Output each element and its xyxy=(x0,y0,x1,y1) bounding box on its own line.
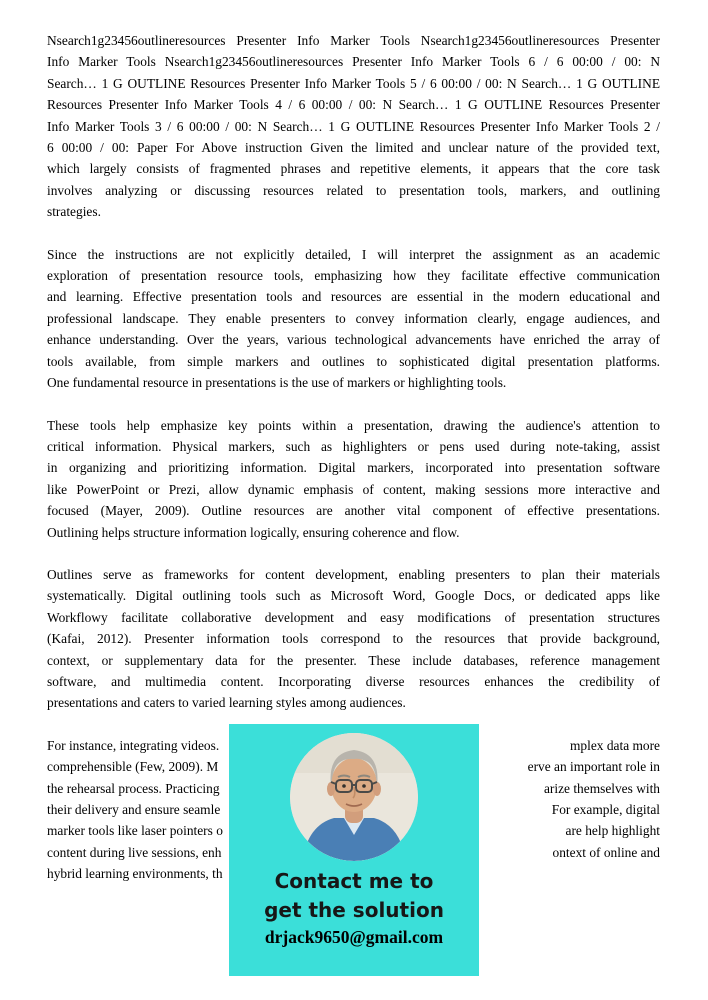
text-line: systematically. Digital outlining tools such as Microsoft Word, Google Docs, or dedicated apps like xyxy=(47,588,660,604)
contact-heading-line2: get the solution xyxy=(264,898,444,922)
text-line: Outlines serve as frameworks for content development, enabling presenters to plan their materials xyxy=(47,566,660,582)
text-fragment-right: erve an important role in xyxy=(527,759,660,775)
text-line: like PowerPoint or Prezi, allow dynamic emphasis of content, making sessions more interactive and xyxy=(47,481,660,497)
text-line: (Kafai, 2012). Presenter information tools correspond to the resources that provide background, xyxy=(47,631,660,647)
paragraph-3 xyxy=(47,415,660,543)
text-line: tools available, from simple markers and outlines to sophisticated digital presentation platforms. xyxy=(47,353,660,369)
text-fragment-left: their delivery and ensure seamle xyxy=(47,802,221,817)
text-fragment-right: For example, digital xyxy=(551,802,660,817)
text-line: These tools help emphasize key points within a presentation, drawing the audience's attention to xyxy=(47,417,660,433)
text-line: Outlining helps structure information logically, ensuring coherence and flow. xyxy=(47,524,460,540)
text-fragment-right: mplex data more xyxy=(570,737,660,753)
text-fragment-left: content during live sessions, enh xyxy=(47,844,222,860)
text-line: Search… 1 G OUTLINE Resources Presenter Info Marker Tools 5 / 6 00:00 / 00: N Search… 1 G OUTLINE xyxy=(47,75,660,91)
text-line: exploration of presentation resource tools, emphasizing how they facilitate effective communication xyxy=(47,268,660,284)
text-line: software, and multimedia content. Incorporating diverse resources enhances the credibility of xyxy=(47,673,660,689)
text-fragment-left: marker tools like laser pointers o xyxy=(47,823,223,839)
text-line: enhance understanding. Over the years, various technological advancements have enriched the array of xyxy=(47,332,660,348)
text-line: context, or supplementary data for the presenter. These include databases, reference management xyxy=(47,652,660,668)
contact-heading-line1: Contact me to xyxy=(274,869,434,893)
text-line: Resources Presenter Info Marker Tools 4 / 6 00:00 / 00: N Search… 1 G OUTLINE Resources Presenter xyxy=(47,97,660,113)
avatar xyxy=(290,733,418,861)
paragraph-1 xyxy=(47,30,660,223)
text-line: 6 00:00 / 00: Paper For Above instruction Given the limited and unclear nature of the provided text, xyxy=(47,140,660,156)
text-line: presentations and caters to varied learning styles among audiences. xyxy=(47,695,406,711)
text-line: Workflowy facilitate collaborative development and easy modifications of presentation structures xyxy=(47,609,660,625)
text-fragment-left: the rehearsal process. Practicing xyxy=(47,780,220,796)
text-fragment-left: For instance, integrating videos. xyxy=(47,737,220,753)
contact-heading xyxy=(229,867,479,925)
text-line: professional landscape. They enable presenters to convey information clearly, engage audiences, and xyxy=(47,310,660,326)
contact-card[interactable] xyxy=(229,724,479,976)
text-line: Nsearch1g23456outlineresources Presenter Info Marker Tools Nsearch1g23456outlineresources Presenter xyxy=(47,33,660,48)
text-line: Since the instructions are not explicitly detailed, I will interpret the assignment as an academic xyxy=(47,246,660,262)
contact-email[interactable]: drjack9650@gmail.com xyxy=(264,927,444,947)
portrait-photo-icon xyxy=(290,733,418,861)
text-line: in organizing and prioritizing information. Digital markers, incorporated into presentation software xyxy=(47,460,660,476)
text-line: critical information. Physical markers, such as highlighters or pens used during note-taking, assist xyxy=(47,438,660,454)
text-line: and learning. Effective presentation tools and resources are essential in the modern educational and xyxy=(47,289,660,305)
text-line: which largely consists of fragmented phrases and repetitive elements, it appears that the core task xyxy=(47,161,660,177)
paragraph-2 xyxy=(47,244,660,394)
text-line: Info Marker Tools Nsearch1g23456outlineresources Presenter Info Marker Tools 6 / 6 00:00 / 00: N xyxy=(47,54,660,70)
text-fragment-right: are help highlight xyxy=(565,823,660,839)
text-line: strategies. xyxy=(47,204,101,220)
text-fragment-right: arize themselves with xyxy=(543,780,660,796)
text-line: One fundamental resource in presentations is the use of markers or highlighting tools. xyxy=(47,375,507,391)
text-fragment-left: comprehensible (Few, 2009). M xyxy=(47,759,219,775)
text-fragment-right: ontext of online and xyxy=(552,844,660,860)
text-fragment-left: hybrid learning environments, th xyxy=(47,866,223,882)
paragraph-4 xyxy=(47,564,660,714)
text-line: involves analyzing or discussing resources related to presentation tools, markers, and outlining xyxy=(47,182,660,198)
text-line: Info Marker Tools 3 / 6 00:00 / 00: N Search… 1 G OUTLINE Resources Presenter Info Marker Tools 2 / xyxy=(47,118,660,134)
text-line: focused (Mayer, 2009). Outline resources are another vital component of effective presentations. xyxy=(47,503,660,519)
